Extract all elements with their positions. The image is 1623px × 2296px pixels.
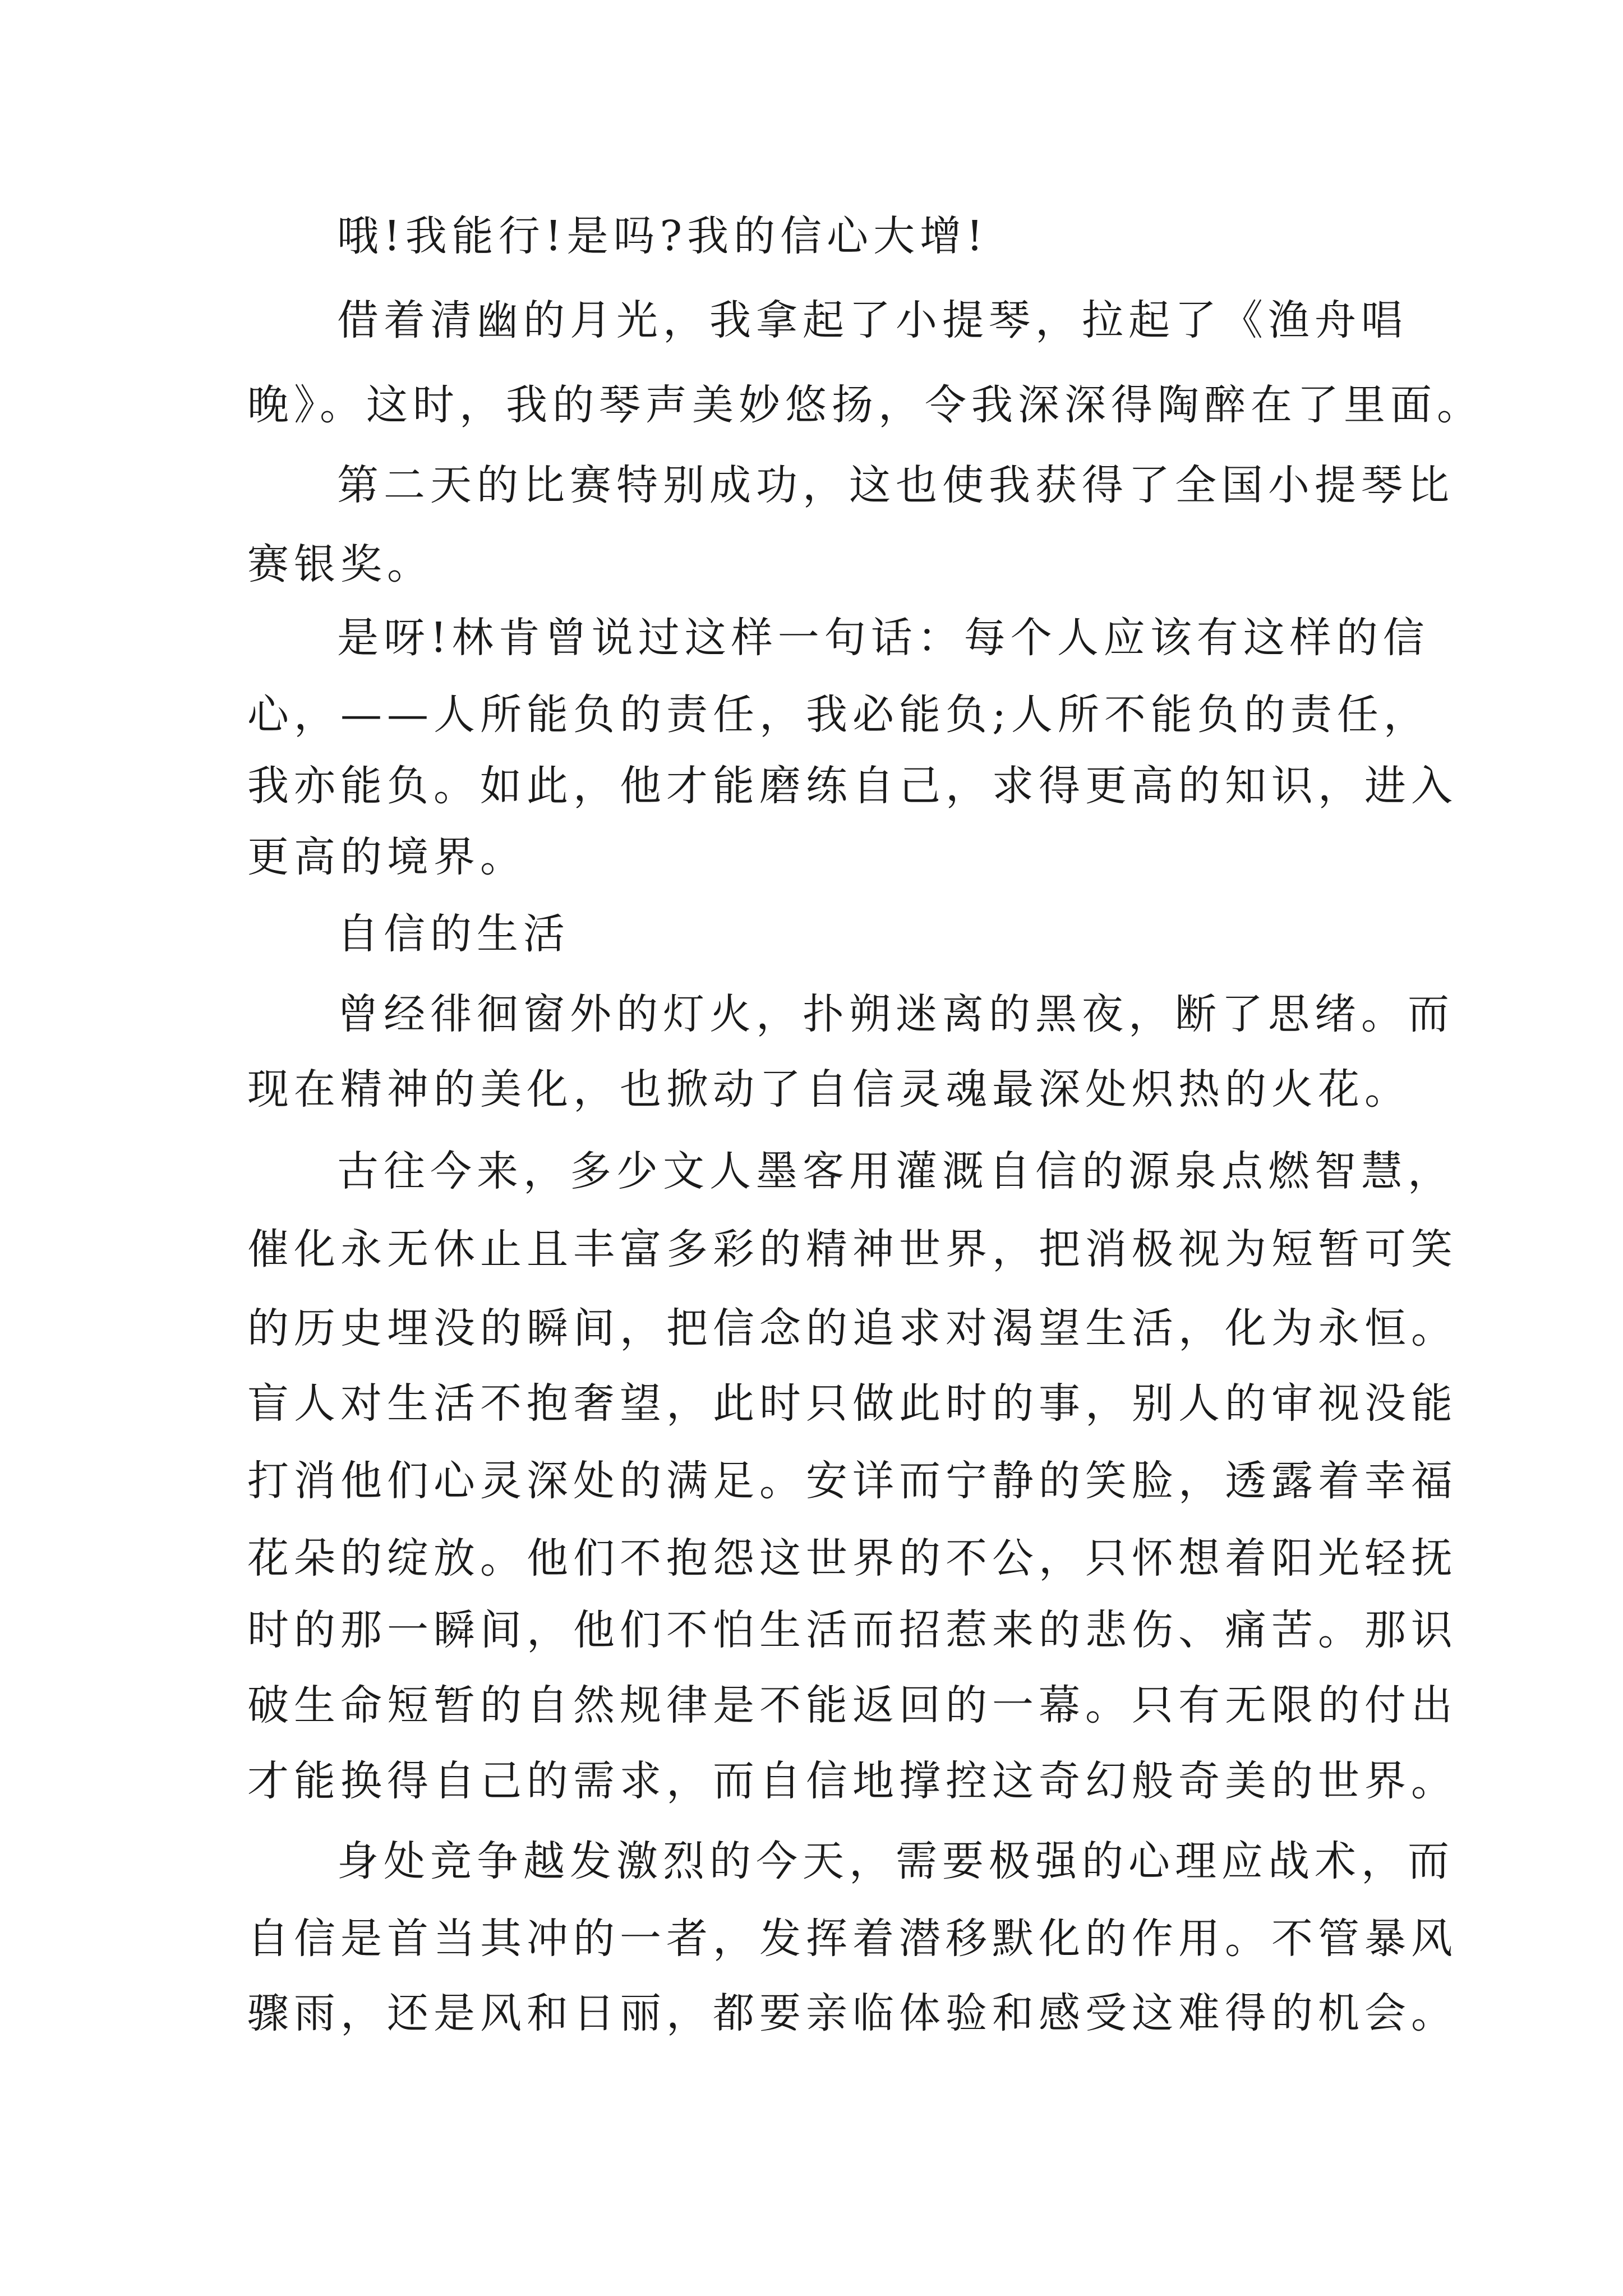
text-line: 才能换得自己的需求，而自信地撑控这奇幻般奇美的世界。 (247, 1757, 1458, 1805)
text-line: 盲人对生活不抱奢望，此时只做此时的事，别人的审视没能 (247, 1379, 1458, 1428)
text-line: 第二天的比赛特别成功，这也使我获得了全国小提琴比 (337, 461, 1454, 509)
text-line: 我亦能负。如此，他才能磨练自己，求得更高的知识，进入 (247, 762, 1458, 810)
text-line: 古往今来，多少文人墨客用灌溉自信的源泉点燃智慧， (337, 1147, 1454, 1195)
section-heading: 自信的生活 (337, 910, 570, 958)
text-line: 哦!我能行!是吗?我的信心大增! (337, 212, 988, 260)
text-line: 身处竞争越发激烈的今天，需要极强的心理应战术，而 (337, 1837, 1454, 1885)
text-line: 自信是首当其冲的一者，发挥着潜移默化的作用。不管暴风 (247, 1915, 1458, 1963)
text-line: 打消他们心灵深处的满足。安详而宁静的笑脸，透露着幸福 (247, 1457, 1458, 1505)
text-line: 赛银奖。 (247, 540, 434, 588)
text-line: 心，——人所能负的责任，我必能负;人所不能负的责任， (247, 691, 1430, 739)
text-line: 是呀!林肯曾说过这样一句话：每个人应该有这样的信 (337, 614, 1430, 662)
text-line: 更高的境界。 (247, 833, 527, 881)
text-line: 骤雨，还是风和日丽，都要亲临体验和感受这难得的机会。 (247, 1989, 1458, 2037)
text-line: 晚》。这时，我的琴声美妙悠扬，令我深深得陶醉在了里面。 (247, 381, 1483, 429)
text-line: 的历史埋没的瞬间，把信念的追求对渴望生活，化为永恒。 (247, 1304, 1458, 1352)
text-line: 曾经徘徊窗外的灯火，扑朔迷离的黑夜，断了思绪。而 (337, 990, 1454, 1038)
text-line: 破生命短暂的自然规律是不能返回的一幕。只有无限的付出 (247, 1681, 1458, 1729)
text-line: 现在精神的美化，也掀动了自信灵魂最深处炽热的火花。 (247, 1065, 1411, 1114)
text-line: 花朵的绽放。他们不抱怨这世界的不公，只怀想着阳光轻抚 (247, 1534, 1458, 1582)
text-line: 借着清幽的月光，我拿起了小提琴，拉起了《渔舟唱 (337, 296, 1408, 344)
text-line: 时的那一瞬间，他们不怕生活而招惹来的悲伤、痛苦。那识 (247, 1606, 1458, 1654)
text-line: 催化永无休止且丰富多彩的精神世界，把消极视为短暂可笑 (247, 1225, 1458, 1273)
